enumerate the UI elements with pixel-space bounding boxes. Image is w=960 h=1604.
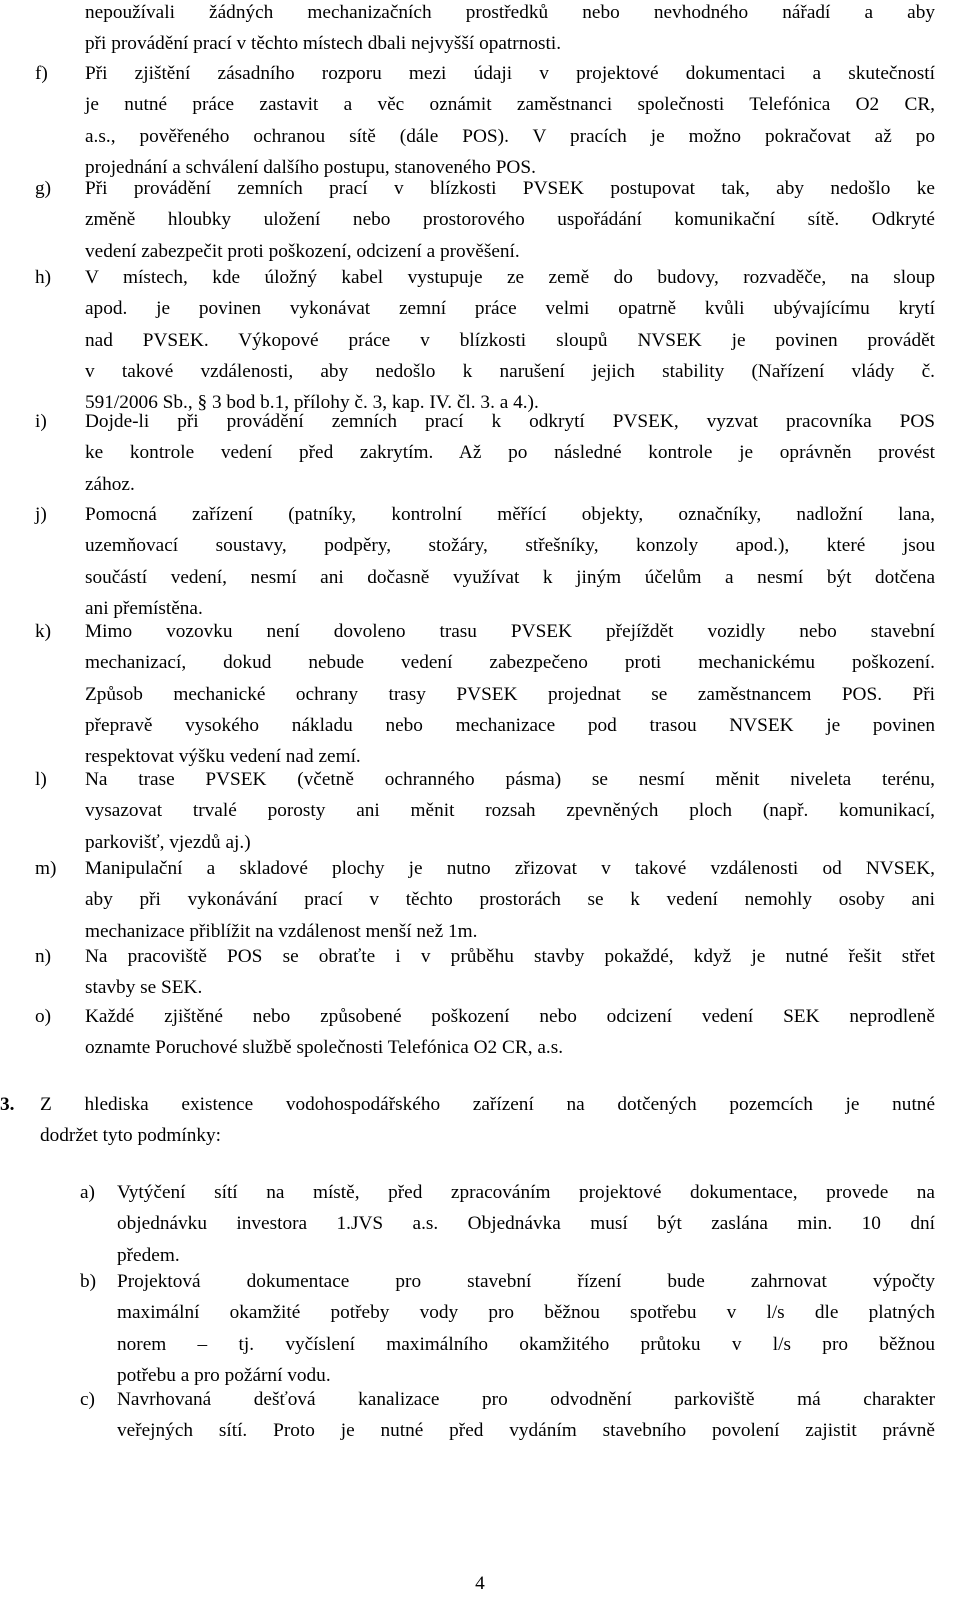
list-item-text [85, 499, 935, 624]
list-item-text [85, 1001, 935, 1064]
text-line: Při provádění zemních prací v blízkosti PVSEK postupovat tak, aby nedošlo ke [85, 178, 935, 199]
text-line: ani přemístěna. [85, 597, 203, 619]
text-line: maximální okamžité potřeby vody pro běžnou spotřebu v l/s dle platných [117, 1302, 935, 1324]
text-line: veřejných sítí. Proto je nutné před vydáním stavebního povolení zajistit právně [117, 1420, 935, 1442]
sub-item-text [117, 1266, 935, 1391]
section-text [40, 1089, 935, 1152]
text-line: norem – tj. vyčíslení maximálního okamžitého průtoku v l/s pro běžnou [117, 1333, 935, 1355]
section-number: 3. [0, 1094, 15, 1115]
text-line: projednání a schválení dalšího postupu, stanoveného POS. [85, 156, 536, 178]
text-line: Vytýčení sítí na místě, před zpracováním projektové dokumentace, provede na [117, 1182, 935, 1203]
text-line: oznamte Poruchové službě společnosti Telefónica O2 CR, a.s. [85, 1037, 564, 1059]
text-line: potřebu a pro požární vodu. [117, 1364, 331, 1386]
text-line: je nutné práce zastavit a věc oznámit zaměstnanci společnosti Telefónica O2 CR, [85, 94, 935, 116]
list-item-label: k) [35, 621, 52, 642]
list-item-label: l) [35, 769, 47, 790]
list-item-l [35, 764, 935, 858]
list-item-text [85, 406, 935, 500]
list-item-o [35, 1001, 935, 1064]
text-line: a.s., pověřeného ochranou sítě (dále POS). V pracích je možno pokračovat až po [85, 125, 935, 147]
list-item-n [35, 941, 935, 1004]
list-item-i [35, 406, 935, 500]
list-item-h [35, 262, 935, 419]
text-line: V místech, kde úložný kabel vystupuje ze země do budovy, rozvaděče, na sloup [85, 267, 935, 288]
list-item-g [35, 173, 935, 267]
text-line: Z hlediska existence vodohospodářského zařízení na dotčených pozemcích je nutné [40, 1094, 935, 1115]
list-item-label: m) [35, 858, 57, 879]
text-line: vedení zabezpečit proti poškození, odcizení a prověšení. [85, 240, 520, 262]
list-item-j [35, 499, 935, 625]
text-line: vysazovat trvalé porosty ani měnit rozsah zpevněných ploch (např. komunikací, [85, 800, 935, 822]
list-item-label: n) [35, 946, 52, 967]
list-item-label: i) [35, 411, 47, 432]
list-item-text [85, 616, 935, 772]
text-line: ke kontrole vedení před zakrytím. Až po následné kontrole je oprávněn provést [85, 442, 935, 464]
sub-item-c [80, 1384, 935, 1447]
sub-item-text [117, 1384, 935, 1447]
text-line: Při zjištění zásadního rozporu mezi údaji v projektové dokumentaci a skutečností [85, 63, 935, 84]
sub-item-label: b) [80, 1271, 97, 1292]
text-line: objednávku investora 1.JVS a.s. Objednávka musí být zaslána min. 10 dní [117, 1213, 935, 1235]
text-line: nepoužívali žádných mechanizačních prostředků nebo nevhodného nářadí a aby [85, 2, 935, 23]
text-line: mechanizace přiblížit na vzdálenost menší než 1m. [85, 920, 478, 942]
text-line: Pomocná zařízení (patníky, kontrolní měřící objekty, označníky, nadložní lana, [85, 504, 935, 525]
list-item-label: f) [35, 63, 48, 84]
text-line: uzemňovací soustavy, podpěry, stožáry, střešníky, konzoly apod.), které jsou [85, 535, 935, 557]
text-line: Dojde-li při provádění zemních prací k odkrytí PVSEK, vyzvat pracovníka POS [85, 411, 935, 432]
text-line: Na pracoviště POS se obraťte i v průběhu stavby pokaždé, když je nutné řešit střet [85, 946, 935, 967]
text-line: Manipulační a skladové plochy je nutno zřizovat v takové vzdálenosti od NVSEK, [85, 858, 935, 879]
text-line: Na trase PVSEK (včetně ochranného pásma) se nesmí měnit niveleta terénu, [85, 769, 935, 790]
text-line: Projektová dokumentace pro stavební řízení bude zahrnovat výpočty [117, 1271, 935, 1292]
text-line: aby při vykonávání prací v těchto prostorách se k vedení nemohly osoby ani [85, 889, 935, 911]
text-line: předem. [117, 1244, 180, 1266]
sub-item-label: a) [80, 1182, 95, 1203]
text-line: Mimo vozovku není dovoleno trasu PVSEK přejíždět vozidly nebo stavební [85, 621, 935, 642]
text-line: změně hloubky uložení nebo prostorového uspořádání komunikační sítě. Odkryté [85, 209, 935, 231]
text-line: parkovišť, vjezdů aj.) [85, 831, 251, 853]
sub-item-a [80, 1177, 935, 1271]
text-line: při provádění prací v těchto místech dbali nejvyšší opatrnosti. [85, 33, 562, 55]
list-item-label: g) [35, 178, 52, 199]
text-line: respektovat výšku vedení nad zemí. [85, 746, 361, 768]
sub-item-label: c) [80, 1389, 95, 1410]
text-line: dodržet tyto podmínky: [40, 1125, 222, 1147]
list-item-f [35, 58, 935, 184]
text-line: mechanizací, dokud nebude vedení zabezpečeno proti mechanickému poškození. [85, 652, 935, 674]
list-item-text [85, 262, 935, 418]
list-item-label: h) [35, 267, 52, 288]
text-line: 591/2006 Sb., § 3 bod b.1, přílohy č. 3, kap. IV. čl. 3. a 4.). [85, 392, 539, 414]
page-number: 4 [475, 1573, 485, 1594]
sub-item-text [117, 1177, 935, 1271]
text-line: přepravě vysokého nákladu nebo mechanizace pod trasou NVSEK je povinen [85, 714, 935, 736]
list-item-text [85, 941, 935, 1004]
list-item-m [35, 853, 935, 947]
text-line: zához. [85, 473, 135, 495]
continuation-paragraph [85, 0, 935, 60]
list-item-text [85, 173, 935, 267]
sub-item-b [80, 1266, 935, 1392]
text-line: v takové vzdálenosti, aby nedošlo k narušení jejich stability (Nařízení vlády č. [85, 360, 935, 382]
list-item-text [85, 764, 935, 858]
list-item-text [85, 853, 935, 947]
list-item-text [85, 58, 935, 183]
text-line: Každé zjištěné nebo způsobené poškození nebo odcizení vedení SEK neprodleně [85, 1006, 935, 1027]
text-line: Navrhovaná dešťová kanalizace pro odvodnění parkoviště má charakter [117, 1389, 935, 1410]
list-item-label: o) [35, 1006, 52, 1027]
list-item-k [35, 616, 935, 773]
text-line: stavby se SEK. [85, 977, 203, 999]
section-3 [0, 1089, 935, 1152]
text-line: apod. je povinen vykonávat zemní práce velmi opatrně kvůli ubývajícímu krytí [85, 298, 935, 320]
text-line: Způsob mechanické ochrany trasy PVSEK projednat se zaměstnancem POS. Při [85, 683, 935, 705]
text-line: součástí vedení, nesmí ani dočasně využívat k jiným účelům a nesmí být dotčena [85, 566, 935, 588]
list-item-label: j) [35, 504, 47, 525]
text-line: nad PVSEK. Výkopové práce v blízkosti sloupů NVSEK je povinen provádět [85, 329, 935, 351]
